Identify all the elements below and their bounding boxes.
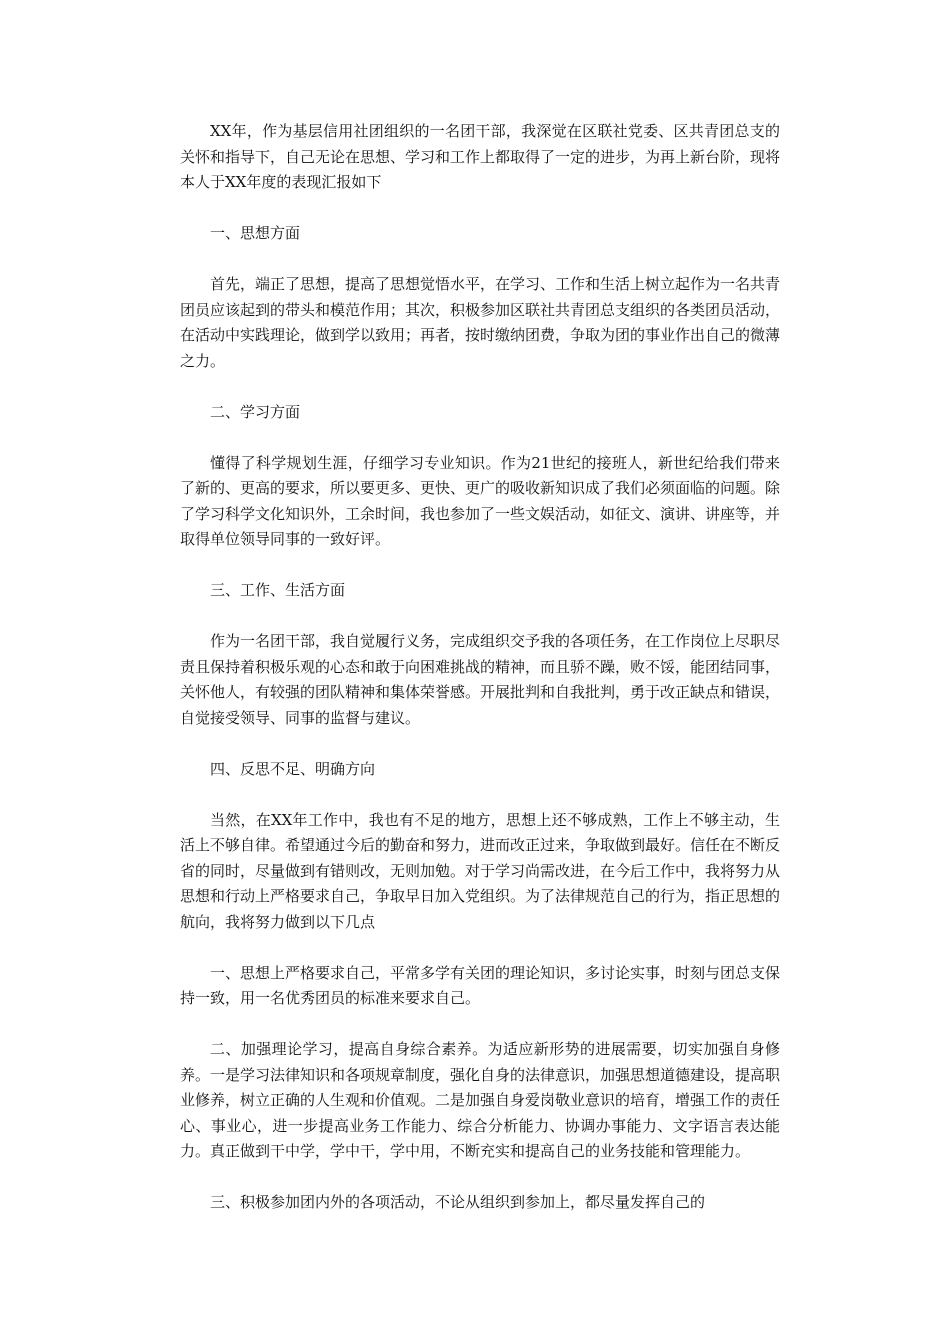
section-heading-work-life: 三、工作、生活方面 — [210, 581, 346, 599]
paragraph-reflection: 当然，在XX年工作中，我也有不足的地方，思想上还不够成熟，工作上不够主动，生活上不够自律。希望通过今后的勤奋和努力，进而改正过来，争取做到最好。信任在不断反省的同时，尽量做到有错则改，无则加勉。对于学习尚需改进，在今后工作中，我将努力从思想和行动上严格要求自己，争取早日加入党组织。为了法律规范自己的行为，指正思想的航向，我将努力做到以下几点 — [180, 810, 781, 931]
paragraph-study: 懂得了科学规划生涯，仔细学习专业知识。作为21世纪的接班人，新世纪给我们带来了新的、更高的要求，所以要更多、更快、更广的吸收新知识成了我们必须面临的问题。除了学习科学文化知识外，工余时间，我也参加了一些文娱活动，如征文、演讲、讲座等，并取得单位领导同事的一致好评。 — [180, 453, 781, 548]
paragraph-point-two: 二、加强理论学习，提高自身综合素养。为适应新形势的进展需要，切实加强自身修养。一是学习法律知识和各项规章制度，强化自身的法律意识，加强思想道德建设，提高职业修养，树立正确的人生观和价值观。二是加强自身爱岗敬业意识的培育，增强工作的责任心、事业心，进一步提高业务工作能力、综合分析能力、协调办事能力、文字语言表达能力。真正做到干中学，学中干，学中用，不断充实和提高自己的业务技能和管理能力。 — [180, 1040, 781, 1160]
section-heading-reflection: 四、反思不足、明确方向 — [210, 759, 376, 778]
document-body — [180, 119, 780, 1241]
paragraph-point-three: 三、积极参加团内外的各项活动，不论从组织到参加上，都尽量发挥自己的 — [210, 1193, 706, 1211]
paragraph-thought: 首先，端正了思想，提高了思想觉悟水平，在学习、工作和生活上树立起作为一名共青团员应该起到的带头和模范作用；其次，积极参加区联社共青团总支组织的各类团员活动，在活动中实践理论，做到学以致用；再者，按时缴纳团费，争取为团的事业作出自己的微薄之力。 — [180, 275, 781, 370]
section-heading-thought: 一、思想方面 — [210, 224, 301, 242]
section-heading-study: 二、学习方面 — [210, 402, 301, 421]
paragraph-work-life: 作为一名团干部，我自觉履行义务，完成组织交予我的各项任务，在工作岗位上尽职尽责且保持着积极乐观的心态和敢于向困难挑战的精神，而且骄不躁，败不馁，能团结同事，关怀他人，有较强的团队精神和集体荣誉感。开展批判和自我批判，勇于改正缺点和错误，自觉接受领导、同事的监督与建议。 — [180, 632, 781, 727]
paragraph-point-one: 一、思想上严格要求自己，平常多学有关团的理论知识，多讨论实事，时刻与团总支保持一致，用一名优秀团员的标准来要求自己。 — [180, 963, 781, 1007]
intro-paragraph: XX年，作为基层信用社团组织的一名团干部，我深觉在区联社党委、区共青团总支的关怀和指导下，自己无论在思想、学习和工作上都取得了一定的进步，为再上新台阶，现将本人于XX年度的表现汇报如下 — [180, 122, 781, 191]
